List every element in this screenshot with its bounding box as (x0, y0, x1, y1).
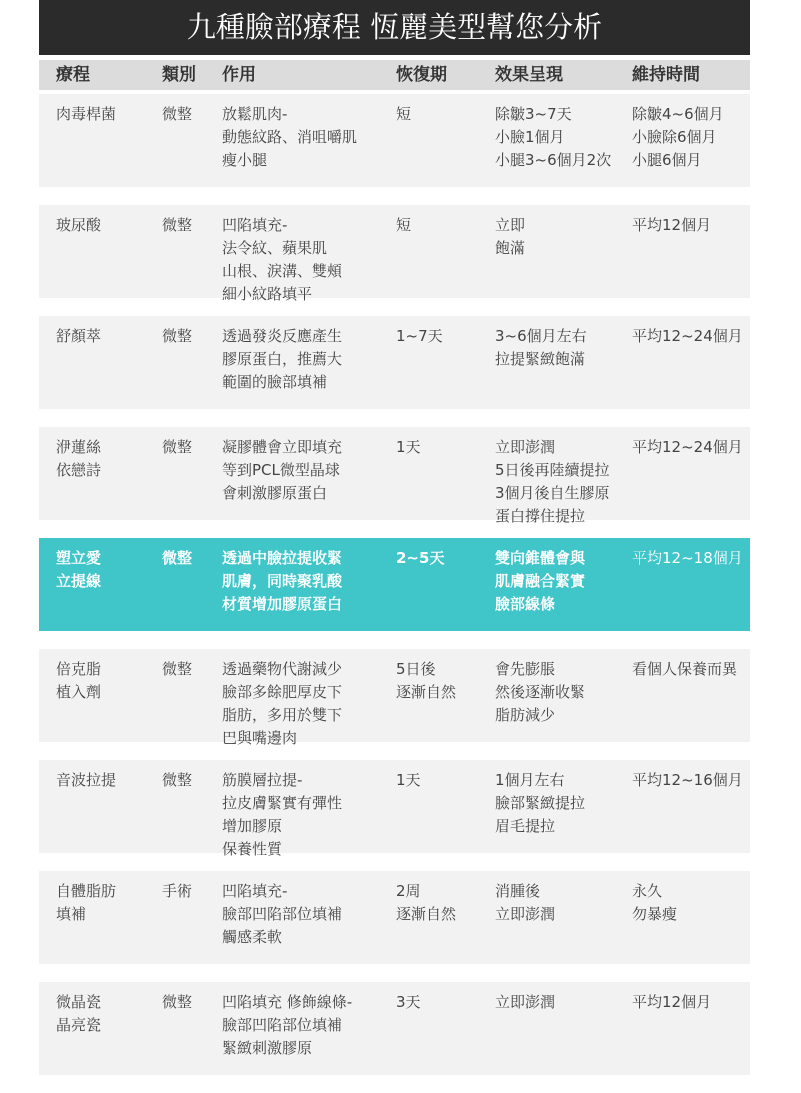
cell-type (162, 436, 192, 459)
cell-recovery (396, 436, 421, 459)
cell-type-line: 微整 (162, 216, 193, 234)
cell-result-line: 1個月左右 (495, 771, 565, 789)
table-row (39, 982, 750, 1075)
cell-sustain (632, 325, 743, 348)
cell-recovery-line: 2周 (396, 882, 421, 900)
cell-recovery-line: 短 (396, 105, 412, 123)
cell-type (162, 214, 192, 237)
cell-type-line: 微整 (162, 327, 193, 345)
cell-recovery-line: 5日後 (396, 660, 436, 678)
cell-sustain-line: 平均12~24個月 (632, 438, 743, 456)
cell-effect-line: 山根、淚溝、雙頰 (222, 262, 343, 280)
cell-effect-line: 筋膜層拉提- (222, 771, 303, 789)
cell-recovery (396, 214, 411, 237)
cell-sustain (632, 880, 677, 926)
cell-result-line: 臉部線條 (495, 595, 556, 613)
cell-type (162, 769, 192, 792)
cell-effect-line: 材質增加膠原蛋白 (222, 595, 343, 613)
cell-result-line: 小臉1個月 (495, 128, 565, 146)
cell-effect-line: 細小紋路填平 (222, 285, 313, 303)
cell-treatment-line: 晶亮瓷 (56, 1016, 102, 1034)
cell-recovery (396, 991, 421, 1014)
cell-effect (222, 880, 342, 949)
cell-effect-line: 透過發炎反應產生 (222, 327, 343, 345)
cell-effect-line: 會刺激膠原蛋白 (222, 484, 328, 502)
cell-effect (222, 658, 342, 750)
cell-recovery-line: 1天 (396, 438, 421, 456)
cell-treatment (56, 658, 101, 704)
cell-type (162, 103, 192, 126)
cell-result-line: 雙向錐體會與 (495, 549, 586, 567)
cell-treatment-line: 依戀詩 (56, 461, 102, 479)
cell-effect (222, 214, 342, 306)
cell-effect (222, 325, 342, 394)
cell-treatment-line: 音波拉提 (56, 771, 117, 789)
cell-result-line: 肌膚融合緊實 (495, 572, 586, 590)
cell-result-line: 臉部緊緻提拉 (495, 794, 586, 812)
table-row (39, 94, 750, 187)
table-row (39, 205, 750, 303)
cell-effect-line: 凹陷填充 修飾線條- (222, 993, 353, 1011)
cell-recovery-line: 3天 (396, 993, 421, 1011)
cell-type (162, 658, 192, 681)
cell-effect (222, 991, 352, 1060)
cell-recovery-line: 2~5天 (396, 549, 445, 567)
cell-effect-line: 透過中臉拉提收緊 (222, 549, 343, 567)
cell-treatment-line: 舒顏萃 (56, 327, 102, 345)
cell-result-line: 會先膨脹 (495, 660, 556, 678)
cell-result-line: 小腿3~6個月2次 (495, 151, 612, 169)
cell-recovery-line: 逐漸自然 (396, 905, 457, 923)
page-title: 九種臉部療程 恆麗美型幫您分析 (39, 0, 750, 55)
cell-effect-line: 脂肪，多用於雙下 (222, 706, 343, 724)
cell-sustain-line: 看個人保養而異 (632, 660, 738, 678)
cell-type-line: 微整 (162, 660, 193, 678)
cell-sustain (632, 991, 711, 1014)
cell-recovery-line: 短 (396, 216, 412, 234)
header-recovery: 恢復期 (396, 65, 447, 85)
cell-recovery (396, 769, 421, 792)
cell-effect-line: 保養性質 (222, 840, 283, 858)
cell-type-line: 微整 (162, 438, 193, 456)
cell-result-line: 消腫後 (495, 882, 541, 900)
cell-recovery (396, 547, 444, 570)
header-sustain: 維持時間 (632, 65, 700, 85)
cell-sustain (632, 103, 724, 172)
cell-effect-line: 瘦小腿 (222, 151, 268, 169)
table-row (39, 316, 750, 409)
cell-treatment-line: 立提線 (56, 572, 102, 590)
cell-type-line: 微整 (162, 993, 193, 1011)
cell-result (495, 325, 587, 371)
cell-treatment (56, 214, 101, 237)
cell-treatment-line: 洢蓮絲 (56, 438, 102, 456)
cell-sustain-line: 平均12~18個月 (632, 549, 743, 567)
cell-effect-line: 放鬆肌肉- (222, 105, 288, 123)
cell-treatment-line: 微晶瓷 (56, 993, 102, 1011)
cell-treatment (56, 991, 101, 1037)
cell-result-line: 拉提緊緻飽滿 (495, 350, 586, 368)
cell-treatment-line: 玻尿酸 (56, 216, 102, 234)
treatment-table (39, 94, 750, 1093)
cell-treatment (56, 103, 116, 126)
cell-result-line: 飽滿 (495, 239, 526, 257)
cell-effect (222, 103, 357, 172)
table-row (39, 538, 750, 631)
table-row (39, 649, 750, 747)
header-treatment: 療程 (56, 65, 90, 85)
table-row (39, 760, 750, 858)
cell-type (162, 991, 192, 1014)
cell-result (495, 769, 585, 838)
cell-sustain (632, 658, 737, 681)
cell-type (162, 880, 192, 903)
cell-result (495, 214, 525, 260)
cell-effect (222, 769, 342, 861)
cell-effect-line: 法令紋、蘋果肌 (222, 239, 328, 257)
cell-effect-line: 增加膠原 (222, 817, 283, 835)
cell-sustain-line: 除皺4~6個月 (632, 105, 724, 123)
cell-result (495, 547, 585, 616)
cell-result-line: 5日後再陸續提拉 (495, 461, 610, 479)
cell-result-line: 眉毛提拉 (495, 817, 556, 835)
cell-result (495, 436, 610, 528)
cell-treatment-line: 植入劑 (56, 683, 102, 701)
cell-effect-line: 拉皮膚緊實有彈性 (222, 794, 343, 812)
cell-effect-line: 緊緻刺激膠原 (222, 1039, 313, 1057)
cell-result-line: 脂肪減少 (495, 706, 556, 724)
cell-sustain-line: 小臉除6個月 (632, 128, 717, 146)
cell-recovery (396, 103, 411, 126)
cell-effect (222, 436, 342, 505)
cell-type-line: 微整 (162, 549, 193, 567)
cell-effect-line: 臉部凹陷部位填補 (222, 1016, 343, 1034)
cell-result-line: 3~6個月左右 (495, 327, 587, 345)
cell-type-line: 微整 (162, 105, 193, 123)
cell-result-line: 立即 (495, 216, 526, 234)
cell-effect (222, 547, 342, 616)
cell-sustain (632, 769, 743, 792)
cell-treatment (56, 880, 116, 926)
header-effect: 作用 (222, 65, 256, 85)
table-header (39, 60, 750, 90)
cell-recovery-line: 1天 (396, 771, 421, 789)
cell-result-line: 除皺3~7天 (495, 105, 572, 123)
cell-result (495, 880, 555, 926)
cell-sustain-line: 勿暴瘦 (632, 905, 678, 923)
cell-effect-line: 觸感柔軟 (222, 928, 283, 946)
cell-type-line: 手術 (162, 882, 193, 900)
cell-treatment (56, 436, 101, 482)
cell-treatment (56, 547, 101, 593)
cell-effect-line: 臉部多餘肥厚皮下 (222, 683, 343, 701)
cell-result-line: 蛋白撐住提拉 (495, 507, 586, 525)
cell-result (495, 658, 585, 727)
cell-sustain (632, 436, 743, 459)
cell-sustain-line: 永久 (632, 882, 663, 900)
cell-sustain-line: 平均12~24個月 (632, 327, 743, 345)
cell-treatment (56, 325, 101, 348)
cell-recovery (396, 658, 456, 704)
cell-sustain-line: 平均12個月 (632, 216, 712, 234)
cell-sustain-line: 小腿6個月 (632, 151, 702, 169)
cell-result-line: 立即澎潤 (495, 993, 556, 1011)
cell-effect-line: 凹陷填充- (222, 216, 288, 234)
cell-treatment-line: 倍克脂 (56, 660, 102, 678)
cell-effect-line: 凹陷填充- (222, 882, 288, 900)
cell-recovery (396, 880, 456, 926)
cell-effect-line: 範圍的臉部填補 (222, 373, 328, 391)
cell-result (495, 991, 555, 1014)
header-result: 效果呈現 (495, 65, 563, 85)
cell-sustain (632, 214, 711, 237)
cell-treatment-line: 自體脂肪 (56, 882, 117, 900)
cell-treatment-line: 填補 (56, 905, 87, 923)
cell-effect-line: 透過藥物代謝減少 (222, 660, 343, 678)
cell-sustain-line: 平均12~16個月 (632, 771, 743, 789)
cell-result-line: 立即澎潤 (495, 905, 556, 923)
cell-result-line: 然後逐漸收緊 (495, 683, 586, 701)
table-row (39, 871, 750, 964)
cell-type (162, 547, 192, 570)
cell-effect-line: 膠原蛋白，推薦大 (222, 350, 343, 368)
cell-sustain (632, 547, 743, 570)
cell-type-line: 微整 (162, 771, 193, 789)
cell-effect-line: 等到PCL微型晶球 (222, 461, 340, 479)
cell-treatment-line: 肉毒桿菌 (56, 105, 117, 123)
cell-result-line: 3個月後自生膠原 (495, 484, 610, 502)
cell-effect-line: 巴與嘴邊肉 (222, 729, 298, 747)
cell-treatment (56, 769, 116, 792)
cell-effect-line: 肌膚，同時聚乳酸 (222, 572, 343, 590)
cell-effect-line: 臉部凹陷部位填補 (222, 905, 343, 923)
cell-sustain-line: 平均12個月 (632, 993, 712, 1011)
cell-effect-line: 凝膠體會立即填充 (222, 438, 343, 456)
header-type: 類別 (162, 65, 196, 85)
cell-recovery (396, 325, 443, 348)
cell-result (495, 103, 611, 172)
table-row (39, 427, 750, 525)
cell-type (162, 325, 192, 348)
cell-recovery-line: 逐漸自然 (396, 683, 457, 701)
cell-recovery-line: 1~7天 (396, 327, 443, 345)
cell-treatment-line: 塑立愛 (56, 549, 102, 567)
cell-effect-line: 動態紋路、消咀嚼肌 (222, 128, 358, 146)
cell-result-line: 立即澎潤 (495, 438, 556, 456)
